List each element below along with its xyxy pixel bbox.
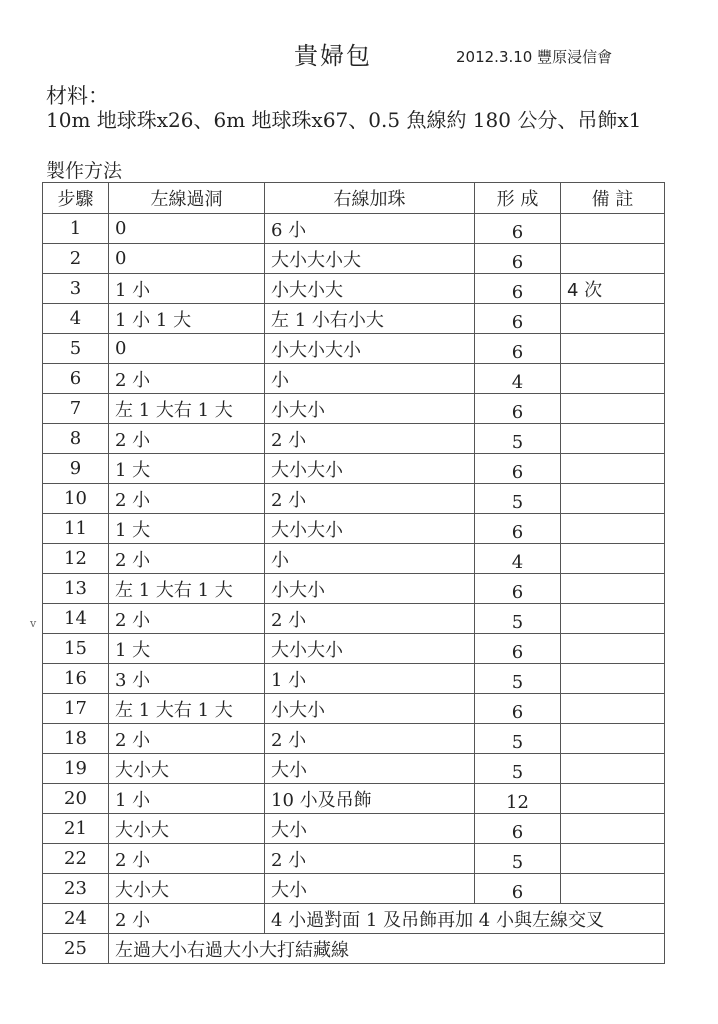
table-row xyxy=(43,934,665,964)
shape-cell: 5 xyxy=(475,604,561,634)
right-line-cell: 大小大小大 xyxy=(265,244,475,274)
right-line-cell: 2 小 xyxy=(265,724,475,754)
shape-cell: 6 xyxy=(475,454,561,484)
note-cell xyxy=(561,454,665,484)
shape-cell: 4 xyxy=(475,364,561,394)
note-cell xyxy=(561,364,665,394)
note-cell xyxy=(561,604,665,634)
step-number: 15 xyxy=(43,634,109,664)
note-cell xyxy=(561,484,665,514)
left-line-cell: 大小大 xyxy=(109,814,265,844)
note-cell: 4 次 xyxy=(561,274,665,304)
table-row xyxy=(43,424,665,454)
table-row xyxy=(43,844,665,874)
shape-cell: 5 xyxy=(475,484,561,514)
step-number: 24 xyxy=(43,904,109,934)
step-number: 23 xyxy=(43,874,109,904)
table-header-row xyxy=(43,183,665,214)
left-line-cell: 1 大 xyxy=(109,634,265,664)
left-line-cell: 2 小 xyxy=(109,724,265,754)
table-row xyxy=(43,514,665,544)
note-cell xyxy=(561,694,665,724)
right-line-cell: 2 小 xyxy=(265,484,475,514)
note-cell xyxy=(561,724,665,754)
header-right-line: 右線加珠 xyxy=(265,183,475,214)
right-line-cell: 6 小 xyxy=(265,214,475,244)
table-row xyxy=(43,754,665,784)
shape-cell: 6 xyxy=(475,814,561,844)
left-line-cell: 2 小 xyxy=(109,364,265,394)
materials-label: 材料： xyxy=(46,84,109,108)
note-cell xyxy=(561,784,665,814)
table-row xyxy=(43,394,665,424)
right-line-cell: 2 小 xyxy=(265,604,475,634)
step-number: 20 xyxy=(43,784,109,814)
note-cell xyxy=(561,334,665,364)
step-number: 11 xyxy=(43,514,109,544)
shape-cell: 12 xyxy=(475,784,561,814)
note-cell xyxy=(561,394,665,424)
table-row xyxy=(43,484,665,514)
step-number: 21 xyxy=(43,814,109,844)
right-line-cell: 大小大小 xyxy=(265,634,475,664)
table-row xyxy=(43,364,665,394)
right-line-cell: 1 小 xyxy=(265,664,475,694)
header-left-line: 左線過洞 xyxy=(109,183,265,214)
table-row xyxy=(43,604,665,634)
note-cell xyxy=(561,844,665,874)
shape-cell: 5 xyxy=(475,844,561,874)
right-line-cell: 小大小大 xyxy=(265,274,475,304)
shape-cell: 6 xyxy=(475,634,561,664)
table-row xyxy=(43,784,665,814)
shape-cell: 6 xyxy=(475,304,561,334)
step-number: 19 xyxy=(43,754,109,784)
merged-instruction-cell: 左過大小右過大小大打結藏線 xyxy=(109,934,665,964)
shape-cell: 6 xyxy=(475,334,561,364)
table-body xyxy=(43,214,665,964)
left-line-cell: 左 1 大右 1 大 xyxy=(109,394,265,424)
shape-cell: 6 xyxy=(475,874,561,904)
left-line-cell: 大小大 xyxy=(109,754,265,784)
table-row xyxy=(43,814,665,844)
margin-check-mark: v xyxy=(30,617,37,630)
left-line-cell: 2 小 xyxy=(109,604,265,634)
left-line-cell: 0 xyxy=(109,214,265,244)
materials-text: 10m 地球珠x26、6m 地球珠x67、0.5 魚線約 180 公分、吊飾x1 xyxy=(46,108,642,132)
note-cell xyxy=(561,664,665,694)
right-line-cell: 大小 xyxy=(265,754,475,784)
header-note: 備 註 xyxy=(561,183,665,214)
step-number: 1 xyxy=(43,214,109,244)
shape-cell: 6 xyxy=(475,214,561,244)
step-number: 22 xyxy=(43,844,109,874)
right-line-cell: 小大小大小 xyxy=(265,334,475,364)
table-row xyxy=(43,664,665,694)
note-cell xyxy=(561,514,665,544)
left-line-cell: 左 1 大右 1 大 xyxy=(109,694,265,724)
step-number: 6 xyxy=(43,364,109,394)
table-row xyxy=(43,544,665,574)
step-number: 3 xyxy=(43,274,109,304)
right-line-cell: 小大小 xyxy=(265,694,475,724)
shape-cell: 6 xyxy=(475,244,561,274)
merged-instruction-cell: 4 小過對面 1 及吊飾再加 4 小與左線交叉 xyxy=(265,904,665,934)
step-number: 25 xyxy=(43,934,109,964)
table-row xyxy=(43,634,665,664)
right-line-cell: 小大小 xyxy=(265,394,475,424)
table-row xyxy=(43,214,665,244)
shape-cell: 5 xyxy=(475,424,561,454)
shape-cell: 5 xyxy=(475,724,561,754)
right-line-cell: 大小大小 xyxy=(265,454,475,484)
shape-cell: 6 xyxy=(475,574,561,604)
table-row xyxy=(43,904,665,934)
left-line-cell: 大小大 xyxy=(109,874,265,904)
table-row xyxy=(43,274,665,304)
step-number: 4 xyxy=(43,304,109,334)
note-cell xyxy=(561,304,665,334)
right-line-cell: 大小大小 xyxy=(265,514,475,544)
table-row xyxy=(43,874,665,904)
right-line-cell: 大小 xyxy=(265,874,475,904)
header-shape: 形 成 xyxy=(475,183,561,214)
left-line-cell: 1 小 xyxy=(109,784,265,814)
note-cell xyxy=(561,814,665,844)
right-line-cell: 左 1 小右小大 xyxy=(265,304,475,334)
left-line-cell: 3 小 xyxy=(109,664,265,694)
left-line-cell: 1 小 xyxy=(109,274,265,304)
right-line-cell: 2 小 xyxy=(265,424,475,454)
shape-cell: 6 xyxy=(475,274,561,304)
header-step: 步驟 xyxy=(43,183,109,214)
note-cell xyxy=(561,544,665,574)
left-line-cell: 2 小 xyxy=(109,484,265,514)
table-row xyxy=(43,244,665,274)
left-line-cell: 2 小 xyxy=(109,844,265,874)
step-number: 8 xyxy=(43,424,109,454)
right-line-cell: 10 小及吊飾 xyxy=(265,784,475,814)
shape-cell: 5 xyxy=(475,754,561,784)
step-number: 5 xyxy=(43,334,109,364)
shape-cell: 6 xyxy=(475,394,561,424)
steps-table xyxy=(42,182,665,964)
note-cell xyxy=(561,574,665,604)
table-row xyxy=(43,724,665,754)
table-row xyxy=(43,454,665,484)
right-line-cell: 小 xyxy=(265,364,475,394)
note-cell xyxy=(561,244,665,274)
step-number: 7 xyxy=(43,394,109,424)
left-line-cell: 1 大 xyxy=(109,514,265,544)
table-row xyxy=(43,304,665,334)
step-number: 13 xyxy=(43,574,109,604)
step-number: 12 xyxy=(43,544,109,574)
note-cell xyxy=(561,634,665,664)
table-row xyxy=(43,574,665,604)
right-line-cell: 大小 xyxy=(265,814,475,844)
shape-cell: 6 xyxy=(475,514,561,544)
date-and-organization: 2012.3.10 豐原浸信會 xyxy=(456,48,613,66)
left-line-cell: 2 小 xyxy=(109,424,265,454)
right-line-cell: 小大小 xyxy=(265,574,475,604)
step-number: 2 xyxy=(43,244,109,274)
left-line-cell: 0 xyxy=(109,244,265,274)
step-number: 10 xyxy=(43,484,109,514)
shape-cell: 4 xyxy=(475,544,561,574)
step-number: 17 xyxy=(43,694,109,724)
step-number: 18 xyxy=(43,724,109,754)
note-cell xyxy=(561,874,665,904)
right-line-cell: 2 小 xyxy=(265,844,475,874)
shape-cell: 5 xyxy=(475,664,561,694)
note-cell xyxy=(561,214,665,244)
left-line-cell: 2 小 xyxy=(109,904,265,934)
table-row xyxy=(43,334,665,364)
method-label: 製作方法 xyxy=(46,160,123,182)
left-line-cell: 左 1 大右 1 大 xyxy=(109,574,265,604)
step-number: 9 xyxy=(43,454,109,484)
step-number: 14 xyxy=(43,604,109,634)
table-row xyxy=(43,694,665,724)
shape-cell: 6 xyxy=(475,694,561,724)
left-line-cell: 1 小 1 大 xyxy=(109,304,265,334)
right-line-cell: 小 xyxy=(265,544,475,574)
left-line-cell: 0 xyxy=(109,334,265,364)
document-title: 貴婦包 xyxy=(294,42,372,70)
left-line-cell: 2 小 xyxy=(109,544,265,574)
note-cell xyxy=(561,424,665,454)
note-cell xyxy=(561,754,665,784)
left-line-cell: 1 大 xyxy=(109,454,265,484)
step-number: 16 xyxy=(43,664,109,694)
